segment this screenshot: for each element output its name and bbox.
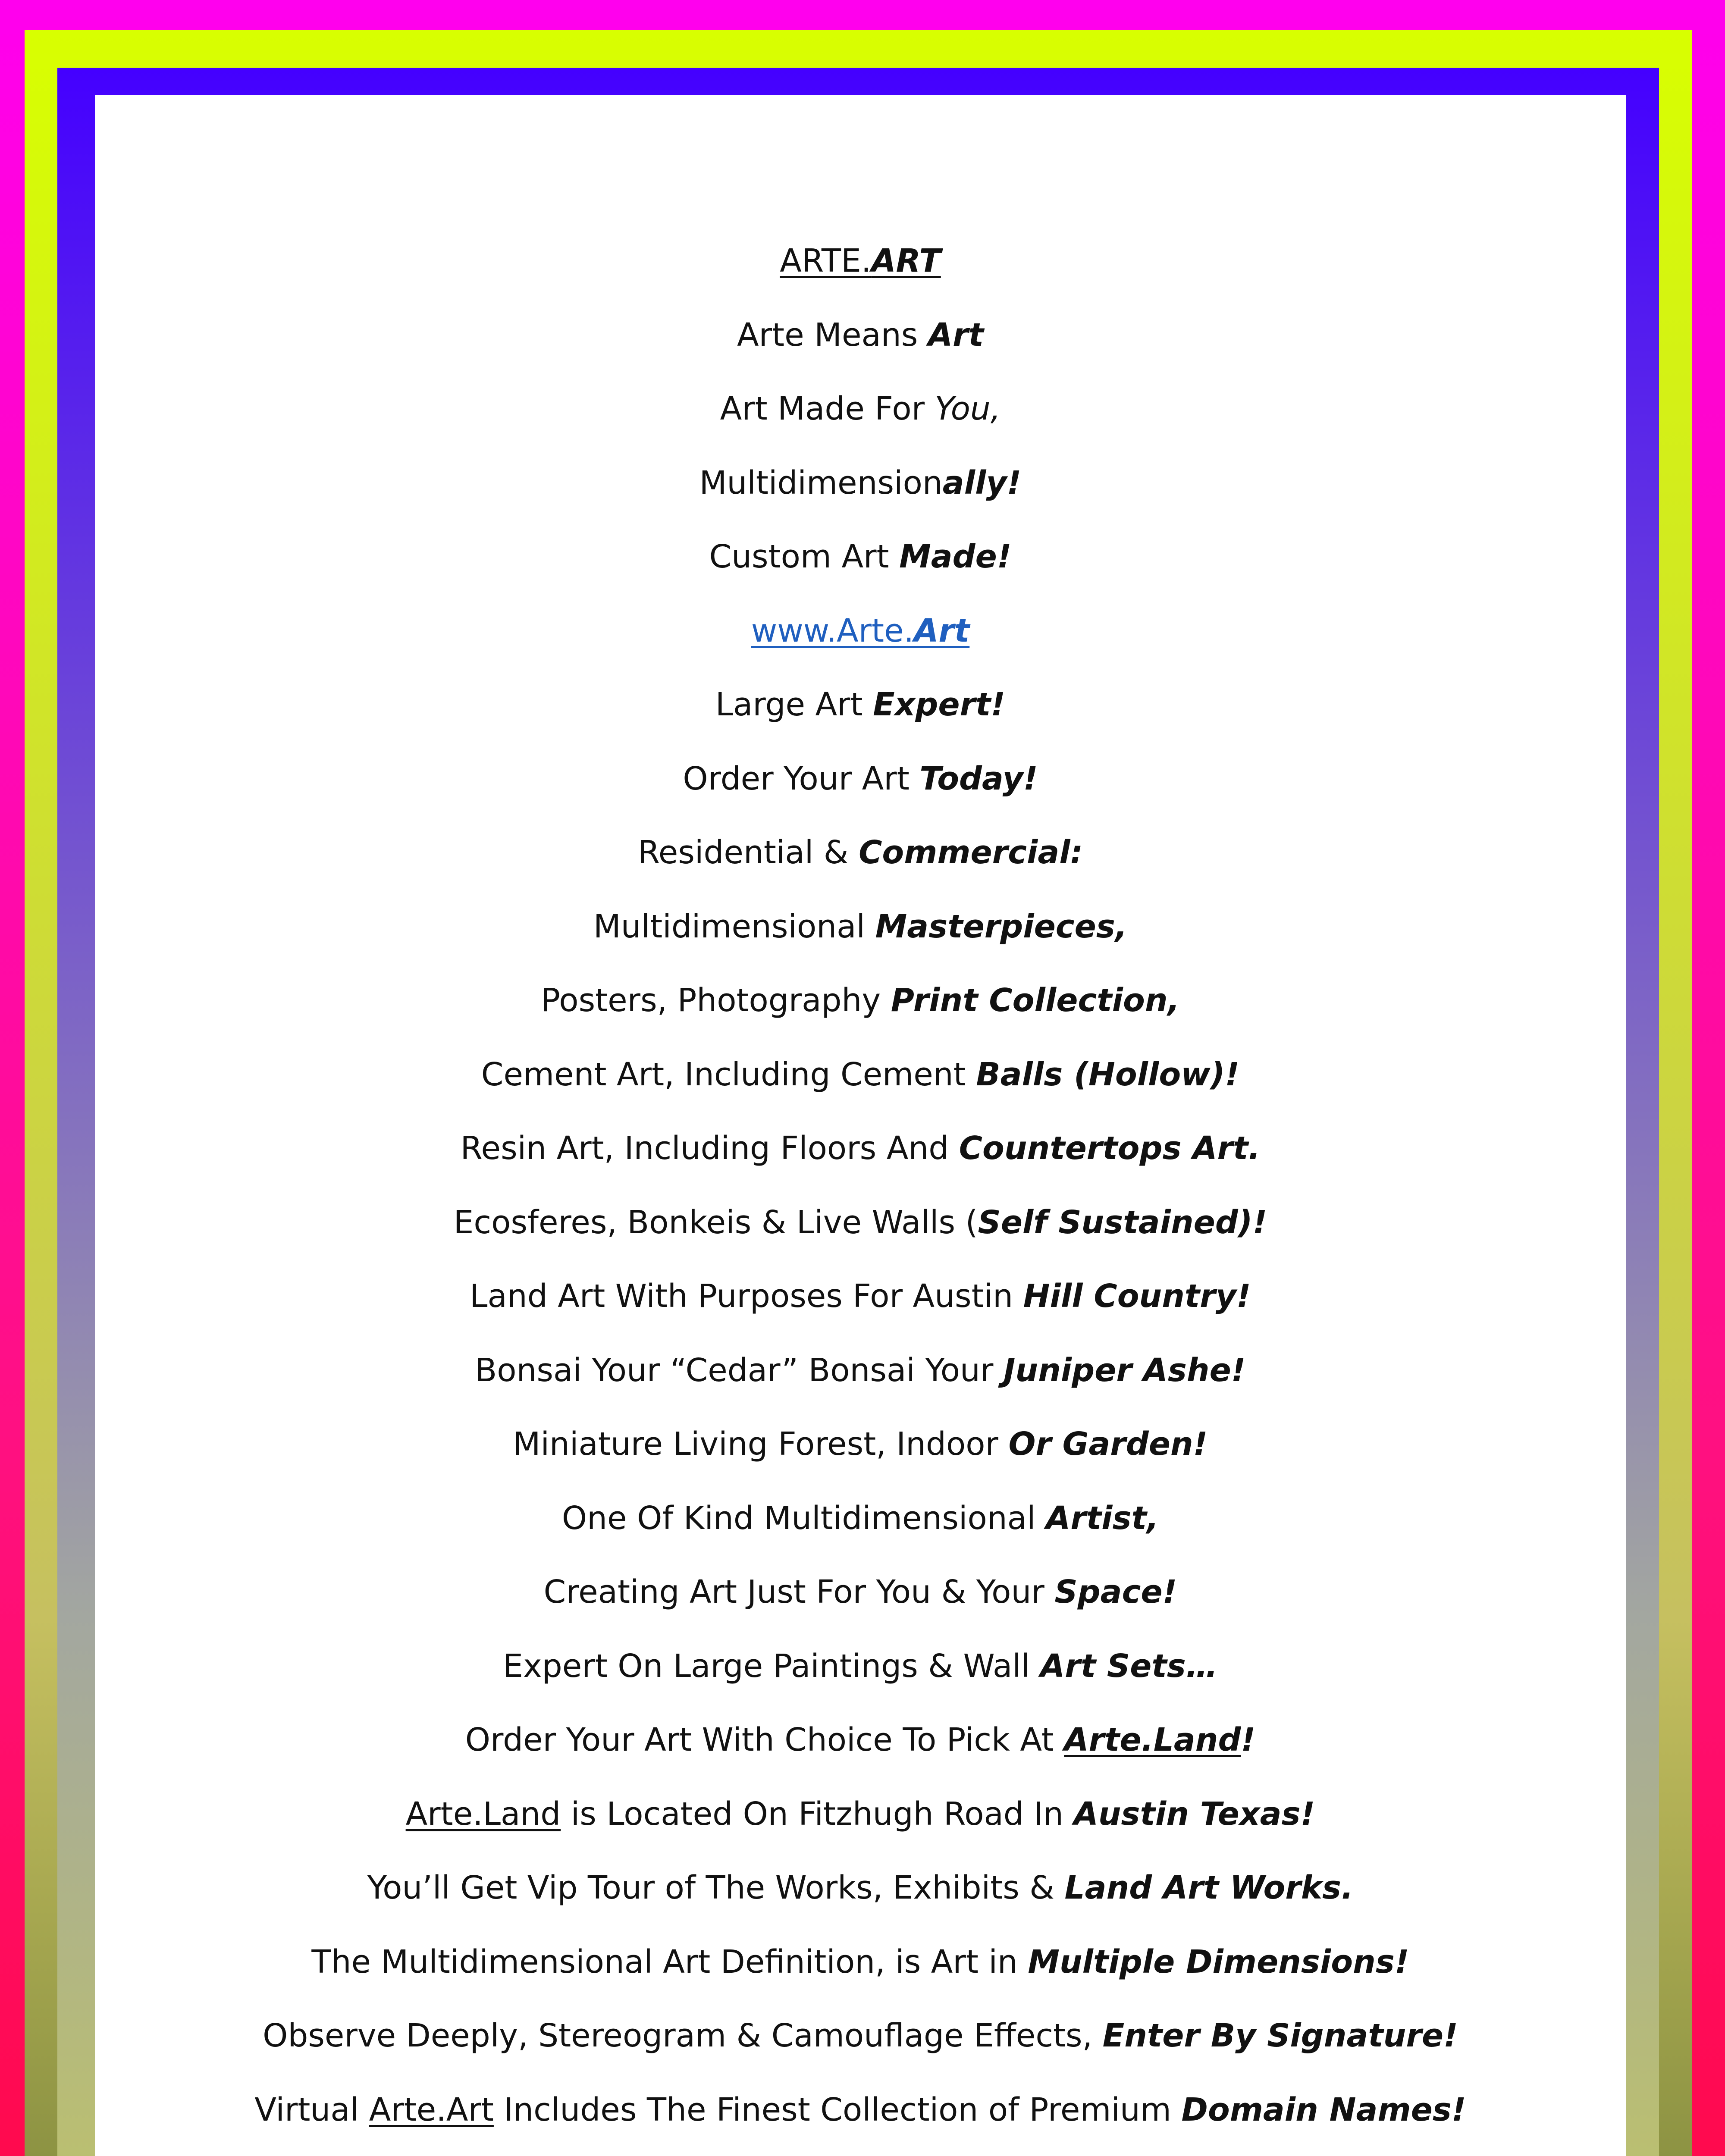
emphasis-text: Balls (Hollow)! — [976, 1056, 1240, 1093]
emphasis-text: Enter By Signature! — [1102, 2017, 1458, 2054]
document-line — [95, 1925, 1626, 1999]
emphasis-text: Land Art Works. — [1064, 1869, 1354, 1906]
emphasis-text: Self Sustained)! — [978, 1203, 1267, 1241]
document-line — [95, 372, 1626, 446]
document-line — [95, 1038, 1626, 1112]
line-text: Virtual — [254, 2091, 369, 2128]
line-text: Art Made For — [720, 390, 935, 427]
emphasis-text: Art Sets… — [1040, 1647, 1218, 1685]
emphasis-text: Expert! — [873, 686, 1006, 723]
line-text: Resin Art, Including Floors And — [460, 1130, 959, 1167]
document-line — [95, 1851, 1626, 1925]
emphasis-text: Juniper Ashe! — [1003, 1351, 1246, 1389]
emphasis-text: Multiple Dimensions! — [1028, 1943, 1409, 1981]
document-line — [95, 1482, 1626, 1556]
emphasis-text: Artist, — [1046, 1499, 1159, 1537]
line-text: Includes The Finest Collection of Premium — [493, 2091, 1182, 2128]
line-text: Order Your Art With Choice To Pick At — [465, 1721, 1064, 1758]
document-line — [95, 2073, 1626, 2147]
emphasis-text: Print Collection, — [891, 982, 1180, 1019]
line-text: Creating Art Just For You & Your — [543, 1573, 1055, 1611]
line-text: Large Art — [715, 686, 873, 723]
line-text: You, — [935, 390, 1001, 427]
document-line — [95, 1112, 1626, 1186]
emphasis-text: Hill Country! — [1023, 1278, 1251, 1315]
line-text: Multidimensional — [593, 908, 875, 945]
emphasis-text: Masterpieces, — [875, 908, 1128, 945]
emphasis-text: Arte.Land — [1064, 1721, 1241, 1758]
emphasis-text: ally! — [942, 464, 1022, 501]
document-line — [95, 1407, 1626, 1482]
document-line — [95, 1555, 1626, 1630]
line-text: Multidimension — [699, 464, 943, 501]
emphasis-text: Countertops Art. — [959, 1130, 1261, 1167]
document-line — [95, 2147, 1626, 2156]
emphasis-text: Commercial: — [859, 834, 1083, 871]
document-line — [95, 816, 1626, 890]
line-text: Bonsai Your “Cedar” Bonsai Your — [475, 1351, 1004, 1389]
emphasis-text: ART — [871, 242, 941, 279]
line-text: Posters, Photography — [541, 982, 891, 1019]
document-line — [95, 742, 1626, 816]
emphasis-text: Austin Texas! — [1073, 1795, 1315, 1833]
document-line — [95, 890, 1626, 964]
document-line — [95, 1703, 1626, 1777]
line-text: Cement Art, Including Cement — [481, 1056, 976, 1093]
document-body — [95, 224, 1626, 2156]
link-text[interactable]: Art — [914, 612, 970, 649]
line-text: Arte.Art — [369, 2091, 494, 2128]
line-text: Observe Deeply, Stereogram & Camouflage Effects, — [263, 2017, 1103, 2054]
document-line — [95, 1260, 1626, 1334]
line-text: Order Your Art — [683, 760, 920, 797]
line-text: Arte Means — [737, 316, 928, 354]
document-line — [95, 1186, 1626, 1260]
document-line — [95, 446, 1626, 520]
line-text: Land Art With Purposes For Austin — [470, 1278, 1023, 1315]
line-text: One Of Kind Multidimensional — [561, 1499, 1046, 1537]
line-text: ARTE. — [780, 242, 872, 279]
document-line — [95, 298, 1626, 373]
line-text: Expert On Large Paintings & Wall — [503, 1647, 1040, 1685]
document-line — [95, 224, 1626, 298]
emphasis-text: Space! — [1054, 1573, 1177, 1611]
document-line — [95, 964, 1626, 1038]
line-text: Residential & — [637, 834, 859, 871]
document-line — [95, 1777, 1626, 1852]
emphasis-text: Domain Names! — [1181, 2091, 1466, 2128]
document-line — [95, 520, 1626, 594]
line-text: The Multidimensional Art Definition, is Art in — [311, 1943, 1028, 1981]
emphasis-text: ! — [1241, 1721, 1256, 1758]
document-line — [95, 668, 1626, 742]
document-line — [95, 1999, 1626, 2073]
line-text: Arte.Land — [405, 1795, 561, 1833]
line-text: is Located On Fitzhugh Road In — [561, 1795, 1074, 1833]
document-line — [95, 594, 1626, 668]
link-text[interactable]: www.Arte. — [751, 612, 914, 649]
line-text: You’ll Get Vip Tour of The Works, Exhibits & — [367, 1869, 1065, 1906]
document-line — [95, 1630, 1626, 1704]
line-text: Ecosferes, Bonkeis & Live Walls ( — [453, 1203, 978, 1241]
line-text: Miniature Living Forest, Indoor — [513, 1426, 1009, 1463]
document-line — [95, 1334, 1626, 1408]
emphasis-text: Or Garden! — [1008, 1426, 1208, 1463]
emphasis-text: Today! — [919, 760, 1038, 797]
emphasis-text: Art — [928, 316, 984, 354]
emphasis-text: Made! — [899, 538, 1012, 575]
line-text: Custom Art — [709, 538, 900, 575]
